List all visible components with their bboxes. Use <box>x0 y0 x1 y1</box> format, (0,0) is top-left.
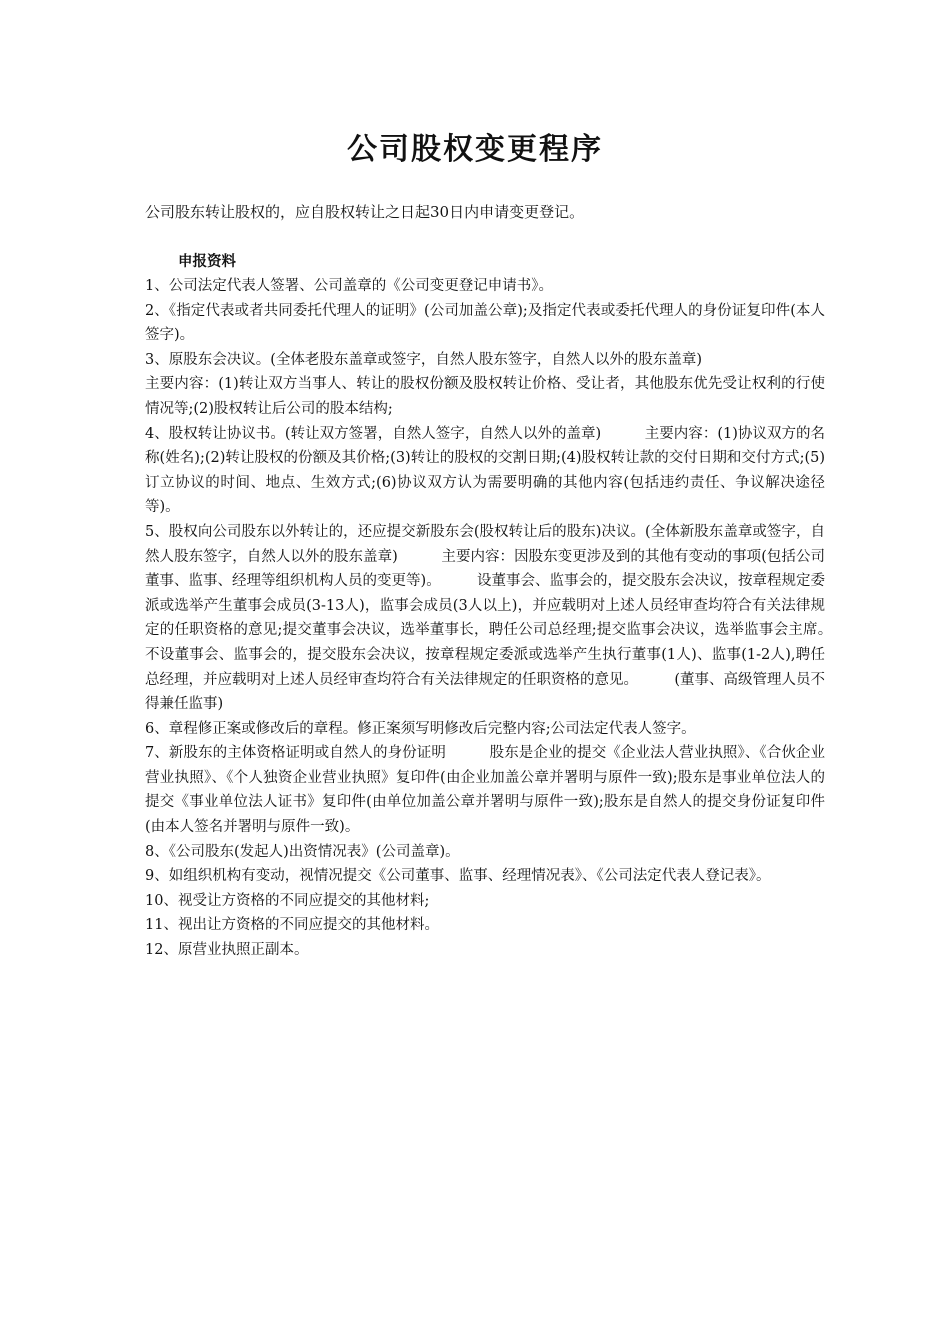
list-item: 4、股权转让协议书。(转让双方签署，自然人签字，自然人以外的盖章) 主要内容：(1)协议双方的名称(姓名);(2)转让股权的份额及其价格;(3)转让的股权的交割日期;(4)股权转让款的交付日期和交付方式;(5)订立协议的时间、地点、生效方式;(6)协议双方认为需要明确的其他内容(包括违约责任、争议解决途径等)。 <box>145 425 825 516</box>
requirements-list <box>145 274 869 963</box>
section-heading: 申报资料 <box>178 254 236 270</box>
list-item: 6、章程修正案或修改后的章程。修正案须写明修改后完整内容;公司法定代表人签字。 <box>145 720 696 737</box>
list-item: 5、股权向公司股东以外转让的，还应提交新股东会(股权转让后的股东)决议。(全体新股东盖章或签字，自然人股东签字，自然人以外的股东盖章) 主要内容：因股东变更涉及到的其他有变动的事项(包括公司董事、监事、经理等组织机构人员的变更等)。 设董事会、监事会的，提交股东会决议，按章程规定委派或选举产生董事会成员(3-13人)，监事会成员(3人以上)，并应载明对上述人员经审查均符合有关法律规定的任职资格的意见;提交董事会决议，选举董事长，聘任公司总经理;提交监事会决议，选举监事会主席。 不设董事会、监事会的，提交股东会决议，按章程规定委派或选举产生执行董事(1人)、监事(1-2人),聘任总经理，并应载明对上述人员经审查均符合有关法律规定的任职资格的意见。 (董事、高级管理人员不得兼任监事) <box>145 523 869 713</box>
list-item: 主要内容：(1)转让双方当事人、转让的股权份额及股权转让价格、受让者，其他股东优先受让权利的行使情况等;(2)股权转让后公司的股本结构; <box>145 376 825 417</box>
list-item: 1、公司法定代表人签署、公司盖章的《公司变更登记申请书》。 <box>145 278 553 294</box>
list-item: 11、视出让方资格的不同应提交的其他材料。 <box>145 917 439 934</box>
document-title: 公司股权变更程序 <box>347 132 603 167</box>
list-item: 7、新股东的主体资格证明或自然人的身份证明 股东是企业的提交《企业法人营业执照》、《合伙企业营业执照》、《个人独资企业营业执照》复印件(由企业加盖公章并署明与原件一致);股东是事业单位法人的提交《事业单位法人证书》复印件(由单位加盖公章并署明与原件一致);股东是自然人的提交身份证复印件(由本人签名并署明与原件一致)。 <box>145 745 825 836</box>
list-item: 9、如组织机构有变动，视情况提交《公司董事、监事、经理情况表》、《公司法定代表人登记表》。 <box>145 868 771 885</box>
list-item: 10、视受让方资格的不同应提交的其他材料; <box>145 892 430 909</box>
list-item: 8、《公司股东(发起人)出资情况表》(公司盖章)。 <box>145 843 460 860</box>
list-item: 12、原营业执照正副本。 <box>145 942 309 959</box>
intro-paragraph: 公司股东转让股权的，应自股权转让之日起30日内申请变更登记。 <box>145 203 585 221</box>
list-item: 2、《指定代表或者共同委托代理人的证明》(公司加盖公章);及指定代表或委托代理人的身份证复印件(本人签字)。 <box>145 302 825 344</box>
list-item: 3、原股东会决议。(全体老股东盖章或签字，自然人股东签字，自然人以外的股东盖章) <box>145 351 703 368</box>
